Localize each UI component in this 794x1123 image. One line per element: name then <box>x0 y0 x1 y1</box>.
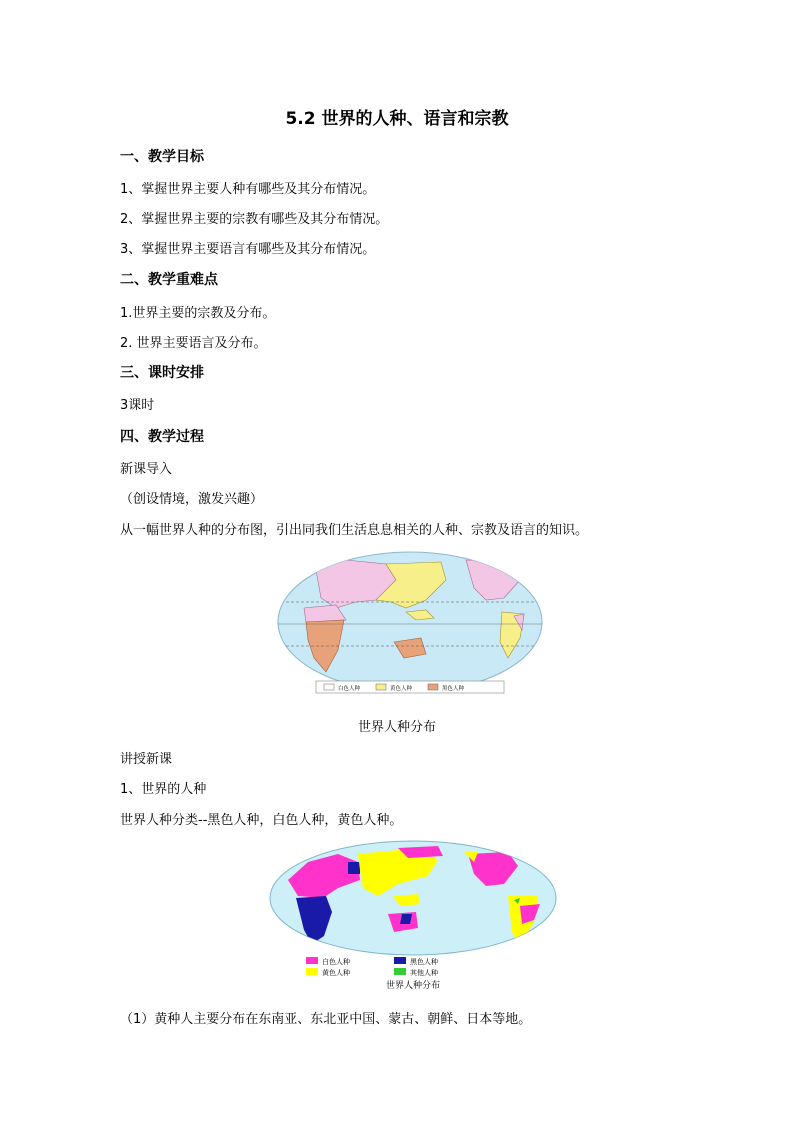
legend-label: 白色人种 <box>338 686 361 692</box>
legend-label: 黑色人种 <box>442 686 465 692</box>
intro-label: 新课导入 <box>120 462 173 477</box>
key-point-item: 2. 世界主要语言及分布。 <box>120 336 267 351</box>
legend-label: 其他人种 <box>410 969 438 977</box>
page-title: 5.2 世界的人种、语言和宗教 <box>285 109 509 129</box>
world-race-map-2 <box>268 840 558 992</box>
region-black <box>400 914 412 924</box>
section-heading-schedule: 三、课时安排 <box>120 365 204 381</box>
objective-item: 2、掌握世界主要的宗教有哪些及其分布情况。 <box>120 212 389 227</box>
map2-title: 世界人种分布 <box>385 981 441 991</box>
race-heading: 1、世界的人种 <box>120 782 207 797</box>
legend-swatch-white <box>324 684 334 690</box>
world-race-map-1 <box>276 550 544 698</box>
map1-caption: 世界人种分布 <box>357 720 436 735</box>
legend-swatch-black <box>428 684 438 690</box>
legend-swatch-yellow <box>376 684 386 690</box>
intro-note: （创设情境，激发兴趣） <box>120 492 264 507</box>
legend-label: 黄色人种 <box>390 686 413 692</box>
legend-swatch-yellow <box>306 968 318 975</box>
region-black <box>348 862 360 874</box>
objective-item: 3、掌握世界主要语言有哪些及其分布情况。 <box>120 242 376 257</box>
legend-swatch-other <box>394 968 406 975</box>
section-heading-process: 四、教学过程 <box>120 429 204 445</box>
legend-swatch-white <box>306 957 318 964</box>
yellow-race-text: （1）黄种人主要分布在东南亚、东北亚中国、蒙古、朝鲜、日本等地。 <box>120 1012 532 1027</box>
key-point-item: 1.世界主要的宗教及分布。 <box>120 306 276 321</box>
lecture-label: 讲授新课 <box>120 752 173 767</box>
section-heading-key-points: 二、教学重难点 <box>120 272 218 288</box>
legend-label: 黑色人种 <box>410 958 438 966</box>
objective-item: 1、掌握世界主要人种有哪些及其分布情况。 <box>120 182 376 197</box>
intro-text: 从一幅世界人种的分布图，引出同我们生活息息相关的人种、宗教及语言的知识。 <box>120 523 589 538</box>
legend-swatch-black <box>394 957 406 964</box>
section-heading-objectives: 一、教学目标 <box>120 149 204 165</box>
schedule-text: 3课时 <box>120 398 155 413</box>
race-text: 世界人种分类--黑色人种，白色人种，黄色人种。 <box>120 813 403 828</box>
legend-label: 黄色人种 <box>322 969 350 977</box>
legend-label: 白色人种 <box>322 958 350 966</box>
